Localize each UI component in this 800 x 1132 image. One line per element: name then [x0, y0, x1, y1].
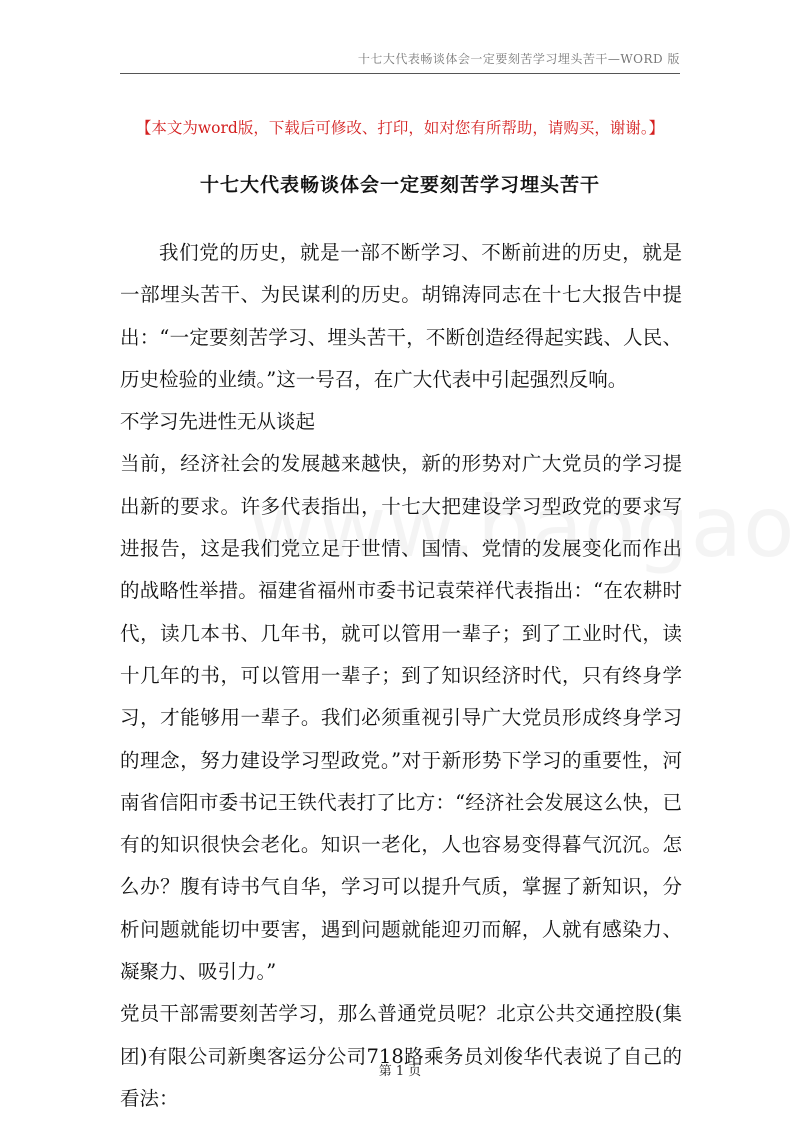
document-title: 十七大代表畅谈体会一定要刻苦学习埋头苦干	[199, 174, 600, 196]
download-notice: 【本文为word版，下载后可修改、打印，如对您有所帮助，请购买，谢谢。】	[135, 119, 665, 137]
paragraph-intro: 我们党的历史，就是一部不断学习、不断前进的历史，就是一部埋头苦干、为民谋利的历史。胡锦涛同志在十七大报告中提出：“一定要刻苦学习、埋头苦干，不断创造经得起实践、人民、历史检验的业绩。”这一号召，在广大代表中引起强烈反响。	[120, 241, 682, 391]
paragraph-members: 党员干部需要刻苦学习，那么普通党员呢？北京公共交通控股(集团)有限公司新奥客运分公司718路乘务员刘俊华代表说了自己的看法：	[120, 1002, 682, 1110]
paragraph-learning: 当前，经济社会的发展越来越快，新的形势对广大党员的学习提出新的要求。许多代表指出，十七大把建设学习型政党的要求写进报告，这是我们党立足于世情、国情、党情的发展变化而作出的战略性举措。福建省福州市委书记袁荣祥代表指出：“在农耕时代，读几本书、几年书，就可以管用一辈子；到了工业时代，读十几年的书，可以管用一辈子；到了知识经济时代，只有终身学习，才能够用一辈子。我们必须重视引导广大党员形成终身学习的理念，努力建设学习型政党。”对于新形势下学习的重要性，河南省信阳市委书记王铁代表打了比方：“经济社会发展这么快，已有的知识很快会老化。知识一老化，人也容易变得暮气沉沉。怎么办？腹有诗书气自华，学习可以提升气质，掌握了新知识，分析问题就能切中要害，遇到问题就能迎刃而解，人就有感染力、凝聚力、吸引力。”	[120, 452, 682, 984]
document-body	[120, 232, 682, 1120]
page-number: 第 1 页	[378, 1064, 422, 1079]
page-header: 十七大代表畅谈体会一定要刻苦学习埋头苦干—WORD 版	[120, 50, 680, 74]
section-heading: 不学习先进性无从谈起	[120, 410, 316, 434]
